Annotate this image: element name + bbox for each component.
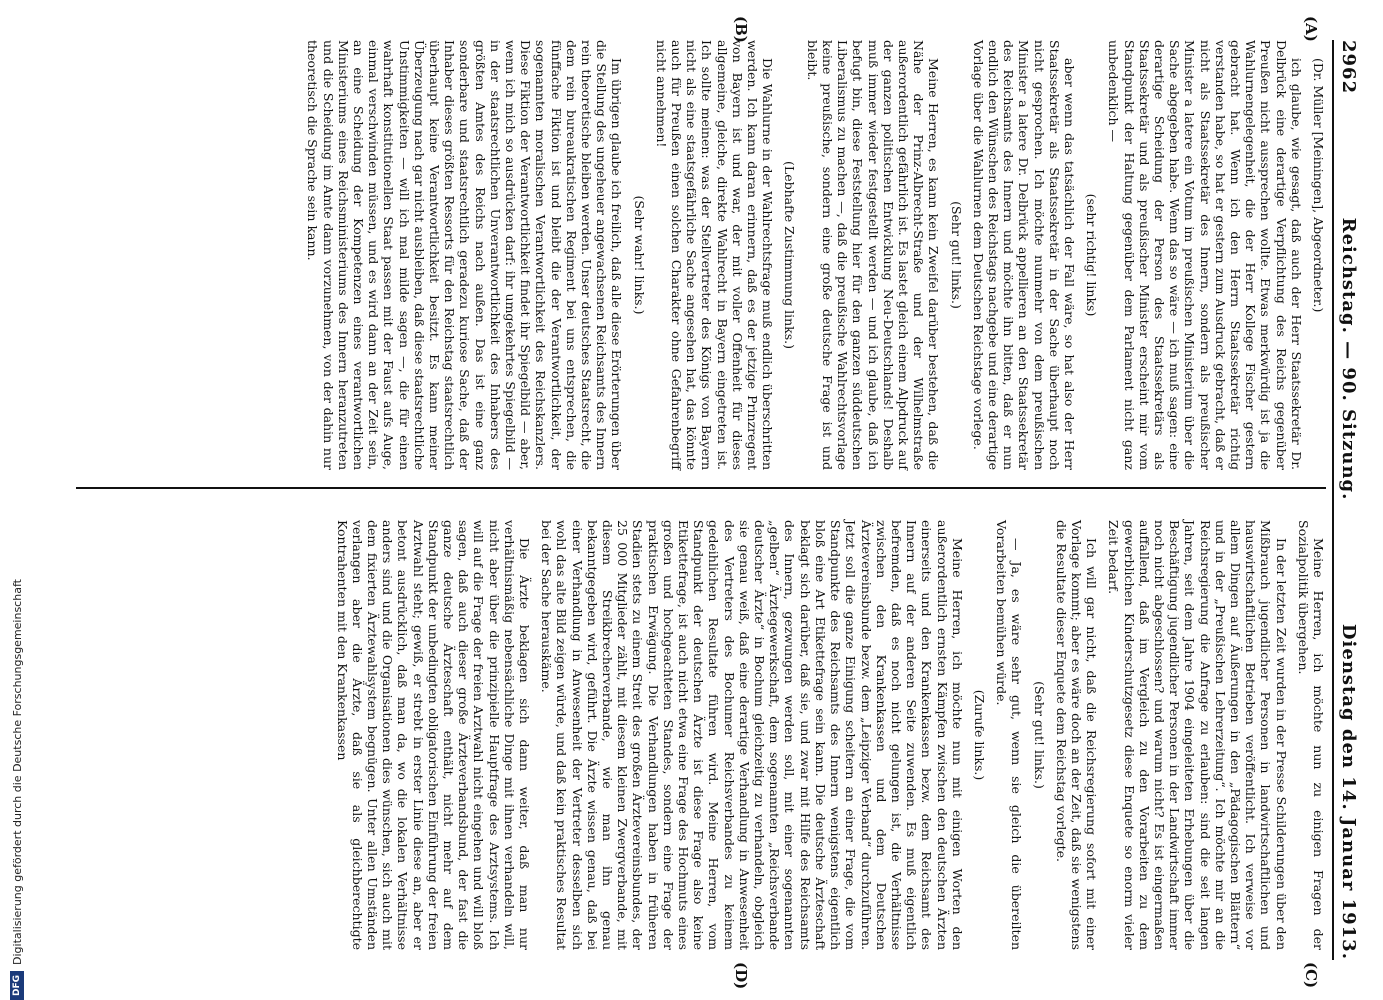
right-paragraph: (Sehr gut! links.) [1031,681,1047,789]
column-divider [76,487,1326,489]
left-paragraph: (Lebhafte Zustimmung links.) [782,161,798,349]
footer-content [2,0,32,1000]
left-paragraph: (Sehr gut! links.) [948,201,964,309]
left-paragraph: Im übrigen glaube ich freilich, daß alle diese Erörterungen über die Stellung des ungeheuer angewachsenen Reichsamts des Innern rein theoretische bleiben werden. Unser deutsches Staatsrecht, die dem rein bureaukratischen Regiment bei uns entsprechen, die fünffache Fiktion ist und bleibt die der Verantwortlichkeit, der sogenannten moralischen Verantwortlichkeit des Reichskanzlers. Diese Fiktion der Verantwortlichkeit findet ihr Spiegelbild — aber, wenn ich mich so ausdrücken darf: ihr umgekehrtes Spiegelbild — in der staatsrechtlichen Unverantwortlichkeit des Inhabers des größten Amtes des Reichs nach außen. Das ist eine ganz sonderbare und staatsrechtlich geradezu kuriose Sache, daß der Inhaber dieses größten Ressorts für den Reichstag staatsrechtlich überhaupt keine Verantwortlichkeit besitzt. Es kann meiner Überzeugung nach gar nicht ausbleiben, daß diese staatsrechtliche Unstimmigkeiten — will ich mal milde sagen —, die für einen wahrhaft konstitutionellen Staat passen mit der Faust aufs Auge, einmal verschwinden müssen, und es wird dann an der Zeit sein, an eine Scheidung der Kompetenzen eines verantwortlichen Ministeriums eines Reichsministeriums des Innern heranzutreten und die Scheidung im Amte dann vorzunehmen, von der dahin nur theoretisch die Sprache sein kann. [305,40,625,470]
margin-mark-c: (C) [1302,962,1320,989]
left-paragraph: Meine Herren, es kann kein Zweifel darüber bestehen, daß die Nähe der Prinz-Albrecht-Straße und der Wilhelmstraße außerordentlich gefährlich ist. Es lastet gleich einem Alpdruck auf der ganzen politischen Entwicklung Neu-Deutschlands! Deshalb muß immer wieder festgestellt werden — und ich glaube, daß ich befugt bin, diese Feststellung hier für den ganzen süddeutschen Liberalismus zu machen —, daß die preußische Wahlrechtsvorlage keine preußische, sondern eine große deutsche Frage ist und bleibt. [804,40,942,470]
left-column [298,40,1326,470]
right-paragraph: Ich will gar nicht, daß die Reichsregierung sofort mit einer Vorlage kommt; aber es wäre doch an der Zeit, daß sie wenigstens die Resultate dieser Enquete dem Reichstag vorlegte. [1053,520,1100,950]
page-date: Dienstag den 14. Januar 1913. [1338,623,1360,960]
left-paragraph: Die Wahlurne in der Wahlrechtsfrage muß endlich überschritten werden. Ich kann daran erinnern, daß es der jetzige Prinzregent von Bayern ist und war, der mit voller Offenheit für dieses allgemeine, gleiche, direkte Wahlrecht in Bayern eingetreten ist. Ich sollte meinen: was der Stellvertreter des Königs von Bayern nicht als eine staatsgefährliche Sache angesehen hat, das könnte auch für Preußen einen solchen Charakter ohne Gefahrenbegriff nicht annehmen! [653,40,776,470]
left-paragraph: aber wenn das tatsächlich der Fall wäre, so hat also der Herr Staatssekretär als Staatssekretär in der Sache überhaupt noch nicht gesprochen. Ich möchte nunmehr von dem preußischen Minister a latere Dr. Delbrück appellieren an den Staatssekretär des Reichsamts des Innern und möchte ihn bitten, daß er nun endlich den Wünschen des Reichstags nachgebe und eine derartige Vorlage über die Wahlurnen dem Deutschen Reichstage vorlege. [970,40,1077,470]
left-paragraph: ich glaube, wie gesagt, daß auch der Herr Staatssekretär Dr. Delbrück eine derartige Verpflichtung des Reichs gegenüber Preußen nicht aussprechen wollte. Etwas merkwürdig ist ja die Wahlurnengelegenheit, die der Herr Kollege Fischer gestern gebracht hat. Wenn ich den Herrn Staatssekretär richtig verstanden habe, so hat er gestern zum Ausdruck gebracht, daß er nicht als Staatssekretär des Innern, sondern als preußischer Minister a latere ein Votum im preußischen Ministerium über die Sache abgegeben habe. Wenn das so wäre — ich muß sagen: eine derartige Scheidung der Person des Staatssekretärs als Staatssekretär und als preußischer Minister erscheint mir vom Standpunkt der Haltung gegenüber dem Parlament nicht ganz unbedenklich — [1106,40,1304,470]
page-title: Reichstag. — 90. Sitzung. [1338,217,1360,501]
footer-credit: Digitalisierung gefördert durch die Deutsche Forschungsgemeinschaft [10,579,24,965]
rotated-page [50,0,1370,1000]
right-paragraph: Meine Herren, ich möchte nun mit einigen Worten den außerordentlich ernsten Kämpfen zwischen den deutschen Ärzten einerseits und den Krankenkassen bezw. dem Reichsamt des Innern auf der anderen Seite zuwenden. Es muß eigentlich befremden, daß es noch nicht gelungen ist, die Verhältnisse zwischen den Krankenkassen und dem Deutschen Ärztevereinsbunde bezw. dem „Leipziger Verband“ durchzuführen. Jetzt soll die ganze Einigung scheitern an einer Frage, die vom Standpunkte des Reichsamts des Innern wenigstens eigentlich bloß eine Art Etikettefrage sein kann. Die deutsche Ärzteschaft beklagt sich darüber, daß sie, und zwar mit Hilfe des Reichsamts des Innern, gezwungen werden soll, mit einer sogenannten „gelben“ Ärztegewerkschaft, dem sogenannten „Reichsverbande deutscher Ärzte“ in Bochum gleichzeitig zu verhandeln, obgleich sie genau weiß, daß eine derartige Verhandlung in Anwesenheit des Vertreters des Bochumer Reichsverbandes zu keinem gedeihlichen Resultate führen wird. Meine Herren, vom Standpunkt der deutschen Ärzte ist diese Frage also keine Etikettefrage, ist auch nicht etwa eine Frage des Hochmuts eines großen und hochgeachteten Standes, sondern eine Frage der praktischen Erwägung. Die Verhandlungen haben in früheren Stadien stets zu einem Streit des großen Ärztevereinsbundes, der 25 000 Mitglieder zählt, mit diesem kleinen Zwergverbande, mit diesem Streikbrecherverbande, wie man ihn genau bekanntgegeben wird, geführt. Die Ärzte wissen genau, daß bei einer Verhandlung in Anwesenheit der Vertreter desselben sich wohl das alte Bild zeigen würde, und daß kein praktisches Resultat bei der Sache herauskäme. [539,520,965,950]
left-paragraph: (sehr richtig! links) [1084,193,1100,317]
page-header [1334,40,1364,960]
left-paragraph: (Sehr wahr! links.) [631,195,647,315]
margin-mark-b: (B) [732,16,750,43]
right-column [327,520,1326,950]
page-content [50,0,1370,1000]
right-paragraph: — Ja, es wäre sehr gut, wenn sie gleich die übereilten Vorarbeiten bemühen würde. [994,520,1025,950]
right-paragraph: Meine Herren, ich möchte nun zu einigen Fragen der Sozialpolitik übergehen. [1295,520,1326,950]
margin-mark-a: (A) [1302,16,1320,42]
header-rule [1332,40,1334,960]
right-paragraph: In der letzten Zeit wurden in der Presse Schilderungen über den Mißbrauch jugendlicher Personen in landwirtschaftlichen und hauswirtschaftlichen Betrieben veröffentlicht. Ich verweise vor allem Dingen auf Äußerungen in den „Pädagogischen Blättern“ und in der „Preußischen Lehrerzeitung“. Ich möchte mir an die Reichsregierung die Anfrage zu erlauben: sind die seit langen Jahren, seit dem Jahre 1904 eingeleiteten Erhebungen über die Beschäftigung jugendlicher Personen in der Landwirtschaft immer noch nicht abgeschlossen? und warum nicht? Es ist eingermaßen auffallend, daß im Vergleich zu den Vorarbeiten zu dem gewerblichen Kinderschutzgesetz diese Enquete so enorm vieler Zeit bedarf. [1106,520,1289,950]
left-paragraph: (Dr. Müller [Meiningen], Abgeordneter.) [1311,58,1326,313]
footer-strip [2,0,32,1000]
dfg-logo: DFG [10,971,24,1000]
page-number: 2962 [1338,40,1360,95]
right-paragraph: Die Ärzte beklagen sich dann weiter, daß man nur verhältnismäßig nebensächliche Dinge mit ihnen verhandeln will, nicht aber über die prinzipielle Hauptfrage des Arztsystems. Ich will auf die Frage der freien Arztwahl nicht eingehen und will bloß sagen, daß auch dieser große Ärzteverbandsbund, der fast die ganze deutsche Ärzteschaft enthält, nicht mehr auf dem Standpunkt der unbedingten obligatorischen Einführung der freien Arztwahl steht; gewiß, er strebt in erster Linie diese an, aber er betont ausdrücklich, daß man da, wo die lokalen Verhältnisse anders sind und die Organisationen dies wünschen, sich auch mit dem fixierten Ärztewahlsystem begnügen. Unter allen Umständen verlangen aber die Ärzte, daß sie als gleichberechtigte Kontrahenten mit den Krankenkassen [334,520,533,950]
margin-mark-d: (D) [732,962,750,990]
right-paragraph: (Zurufe links.) [971,689,987,781]
